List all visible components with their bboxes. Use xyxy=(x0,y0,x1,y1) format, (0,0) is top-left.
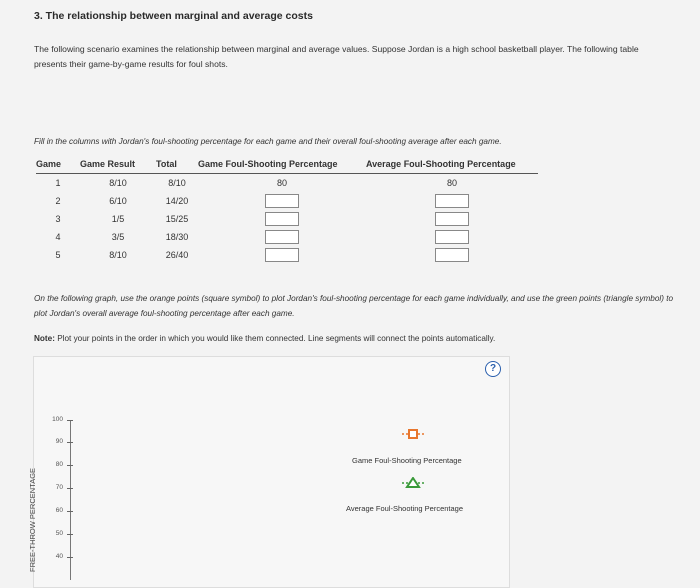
question-title: 3. The relationship between marginal and average costs xyxy=(34,10,313,22)
help-icon[interactable]: ? xyxy=(485,361,501,377)
table-row xyxy=(36,192,538,210)
y-tick-mark xyxy=(67,534,73,535)
y-tick-60: 60 xyxy=(55,507,63,514)
header-game: Game xyxy=(36,155,80,174)
y-tick-mark xyxy=(67,420,73,421)
row-total: 8/10 xyxy=(168,178,186,188)
intro-text: The following scenario examines the relationship between marginal and average values. Suppose Jordan is a high school basketball player. The following table presents their game-by-game results for foul shots. xyxy=(34,44,639,69)
table-header-row xyxy=(36,155,538,174)
note-label: Note: xyxy=(34,334,55,343)
green-triangle-tool-icon[interactable] xyxy=(402,477,424,489)
y-tick-mark xyxy=(67,442,73,443)
row-game: 4 xyxy=(55,232,61,242)
results-table xyxy=(36,155,538,264)
header-game-result: Game Result xyxy=(80,155,156,174)
y-axis xyxy=(70,420,71,580)
orange-square-tool-icon[interactable] xyxy=(402,428,424,440)
avg-pct-input-4[interactable] xyxy=(435,230,469,244)
row-game: 1 xyxy=(55,178,61,188)
y-axis-label: FREE-THROW PERCENTAGE xyxy=(28,467,37,572)
row-game: 5 xyxy=(55,250,61,260)
y-tick-40: 40 xyxy=(55,553,63,560)
y-tick-mark xyxy=(67,511,73,512)
row-game: 3 xyxy=(55,214,61,224)
y-tick-mark xyxy=(67,465,73,466)
table-instruction: Fill in the columns with Jordan's foul-shooting percentage for each game and their overall foul-shooting average after each game. xyxy=(34,137,502,146)
graph-panel[interactable] xyxy=(33,356,510,588)
graph-instruction: On the following graph, use the orange points (square symbol) to plot Jordan's foul-shooting percentage for each game individually, and use the green points (triangle symbol) to plot Jordan's overall average foul-shooting percentage after each game. xyxy=(34,294,674,318)
header-total: Total xyxy=(156,155,198,174)
avg-pct-input-2[interactable] xyxy=(435,194,469,208)
y-tick-70: 70 xyxy=(55,484,63,491)
y-tick-100: 100 xyxy=(52,416,63,423)
y-tick-mark xyxy=(67,488,73,489)
row-result: 6/10 xyxy=(109,196,127,206)
game-pct-input-4[interactable] xyxy=(265,230,299,244)
game-pct-input-2[interactable] xyxy=(265,194,299,208)
row-game: 2 xyxy=(55,196,61,206)
row-avg-pct-value: 80 xyxy=(446,178,457,188)
row-result: 8/10 xyxy=(109,250,127,260)
row-game-pct-value: 80 xyxy=(276,178,287,188)
note-text: Plot your points in the order in which you would like them connected. Line segments will connect the points automatically. xyxy=(54,334,496,343)
y-tick-90: 90 xyxy=(55,438,63,445)
y-tick-mark xyxy=(67,557,73,558)
note xyxy=(34,334,495,343)
row-total: 26/40 xyxy=(165,250,189,260)
legend-game-pct-label: Game Foul-Shooting Percentage xyxy=(352,456,462,465)
row-result: 1/5 xyxy=(111,214,125,224)
avg-pct-input-3[interactable] xyxy=(435,212,469,226)
row-result: 8/10 xyxy=(109,178,127,188)
table-row xyxy=(36,174,538,193)
game-pct-input-5[interactable] xyxy=(265,248,299,262)
table-row xyxy=(36,228,538,246)
y-tick-50: 50 xyxy=(55,530,63,537)
row-result: 3/5 xyxy=(111,232,125,242)
y-tick-80: 80 xyxy=(55,461,63,468)
header-game-pct: Game Foul-Shooting Percentage xyxy=(198,155,366,174)
row-total: 14/20 xyxy=(165,196,189,206)
header-avg-pct: Average Foul-Shooting Percentage xyxy=(366,155,538,174)
game-pct-input-3[interactable] xyxy=(265,212,299,226)
table-row xyxy=(36,210,538,228)
legend-avg-pct-label: Average Foul-Shooting Percentage xyxy=(346,504,464,513)
row-total: 18/30 xyxy=(165,232,189,242)
table-row xyxy=(36,246,538,264)
avg-pct-input-5[interactable] xyxy=(435,248,469,262)
row-total: 15/25 xyxy=(165,214,189,224)
